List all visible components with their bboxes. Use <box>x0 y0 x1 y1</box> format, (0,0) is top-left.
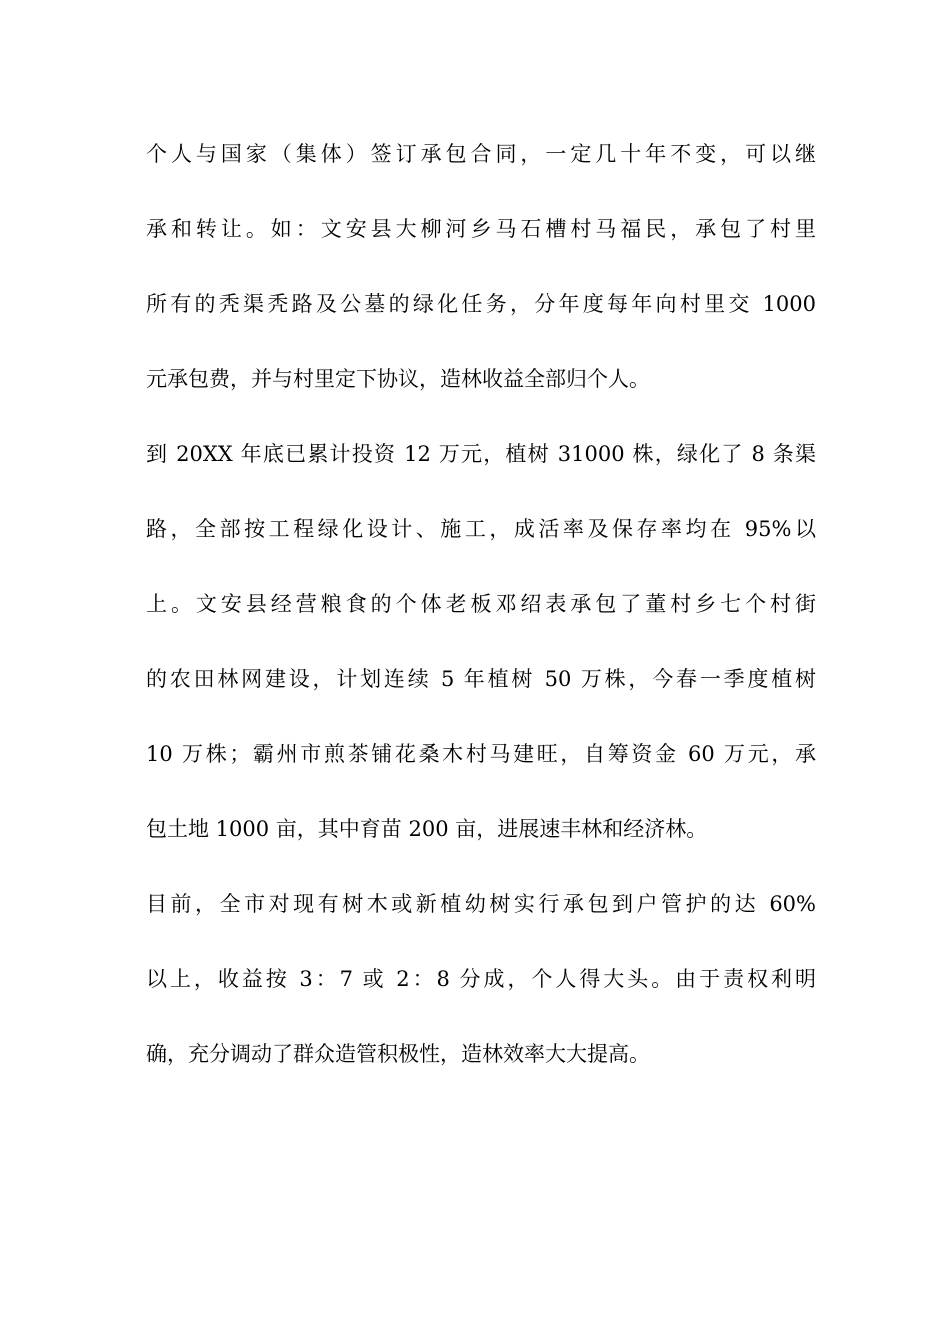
text-line: 承和转让。如：文安县大柳河乡马石槽村马福民，承包了村里 <box>146 217 816 241</box>
text-line: 10 万株；霸州市煎茶铺花桑木村马建旺，自筹资金 60 万元，承 <box>146 742 816 766</box>
text-line: 路，全部按工程绿化设计、施工，成活率及保存率均在 95%以 <box>146 517 816 541</box>
text-line: 确，充分调动了群众造管积极性，造林效率大大提高。 <box>146 1042 650 1066</box>
text-line: 上。文安县经营粮食的个体老板邓绍表承包了董村乡七个村街 <box>146 592 816 616</box>
text-line: 元承包费，并与村里定下协议，造林收益全部归个人。 <box>146 367 650 391</box>
paragraph-3 <box>146 880 816 1105</box>
paragraph-2 <box>146 430 816 880</box>
text-line: 到 20XX 年底已累计投资 12 万元，植树 31000 株，绿化了 8 条渠 <box>146 442 816 466</box>
text-line: 个人与国家（集体）签订承包合同，一定几十年不变，可以继 <box>146 142 816 166</box>
body-text <box>146 130 816 1105</box>
text-line: 所有的秃渠秃路及公墓的绿化任务，分年度每年向村里交 1000 <box>146 292 816 316</box>
text-line: 以上，收益按 3：7 或 2：8 分成，个人得大头。由于责权利明 <box>146 967 816 991</box>
text-line: 的农田林网建设，计划连续 5 年植树 50 万株，今春一季度植树 <box>146 667 816 691</box>
text-line: 包土地 1000 亩，其中育苗 200 亩，进展速丰林和经济林。 <box>146 817 708 841</box>
text-line: 目前，全市对现有树木或新植幼树实行承包到户管护的达 60% <box>146 892 816 916</box>
paragraph-1 <box>146 130 816 430</box>
